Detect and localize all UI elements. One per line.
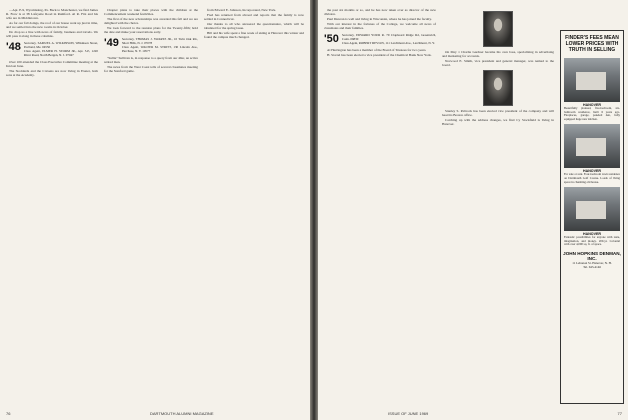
house-photo [564, 58, 620, 102]
paragraph: Bill and his wife spent a fine week of skiing at Hanover this winter and found the campus much changed. [204, 31, 304, 40]
paragraph: Norwood E. Smith, vice president and general manager, was named to the board. [442, 59, 554, 68]
page-number: 76 [6, 411, 11, 416]
left-column-3 [204, 8, 304, 408]
class-secretary: Secretary, SAMUEL A. WILKINSON, Wilkinson Street, Portland, Me. 04550 [23, 41, 98, 50]
class-year: '50 [324, 33, 339, 46]
class-officers [24, 42, 98, 58]
listing-text: For sale or rent. Four-bedroom town residence on Dartmouth Golf Course. Loads of living space in charming old house. [564, 172, 620, 184]
firm-address: 11 Lebanon St. Hanover, N. H. [572, 260, 612, 265]
paragraph: H. Storrel has been elected a vice president of the Chemical Bank New York. [327, 53, 432, 57]
issue-label: ISSUE OF JUNE 1969 [388, 411, 429, 416]
paragraph: Do drop us a line with news of family, business and travels. We will pass it along in these columns. [6, 30, 98, 39]
class-agent: Class Agent, ROBERT DEVLIN, 111 Larchmont Ave., Larchmont, N. Y. [341, 41, 435, 46]
paragraph: On May 1 Charlie Gardner became his own boss, specializing in advertising and marketing for accounts. [442, 50, 554, 59]
real-estate-advertisement [560, 30, 624, 404]
binding-gutter [310, 0, 318, 420]
firm-name: JOHN HOPKINS DENMAN, INC. [563, 250, 621, 261]
class-heading-50 [324, 34, 436, 46]
class-year: '49 [104, 37, 119, 50]
listing-caption: HANOVER [583, 169, 601, 174]
class-officers [122, 38, 198, 54]
class-officers [342, 34, 436, 46]
paragraph: We look forward to the reunion plans for the Twenty-fifth; hold the date and make your reservations early. [104, 26, 198, 35]
classmate-photo [483, 70, 513, 106]
paragraph: Our thanks to all who answered the questionnaire, which will be tabulated for the spring issue. [204, 22, 304, 31]
left-column-2 [104, 8, 198, 408]
left-page [0, 0, 310, 420]
running-foot: DARTMOUTH ALUMNI MAGAZINE [150, 411, 214, 416]
paragraph: Stanley S. Paltrock has been elected vice president of the company and will head its Boston office. [442, 109, 554, 118]
paragraph: Over 100 attended the Class Executive Committee meeting at the Inn last June. [6, 59, 98, 68]
paragraph: Al Harrington has been a member of the Board of Trustees for two years. [327, 47, 427, 52]
class-heading-48 [6, 42, 98, 58]
class-secretary: Secretary, EDWARD YOUR R. 79 Clapboard Ridge Rd, Greenwich, Conn. 06830 [341, 33, 436, 42]
paragraph: The first of the new scholarships was awarded this fall and we are delighted with the choice. [104, 17, 198, 26]
class-agent: Class Agent, ELMER H. STORM JR., Apt. 5-E, 1220 River Road, North Bergen, N. J. 07047 [23, 49, 98, 58]
paragraph: The Stoddards and the Cravens are now living in Exeter, both sons at the Academy. [6, 69, 98, 78]
right-column-2 [442, 8, 554, 408]
house-photo [564, 124, 620, 168]
page-number: 77 [617, 411, 622, 416]
class-agent: Class Agent, WALTER M. STRITT, 130 Lincoln Ave., Purchase, N. Y. 10577 [121, 45, 198, 53]
paragraph: Paul Duncan is well and living in Wisconsin, where he has joined the faculty. [327, 17, 432, 22]
class-secretary: Secretary, THOMAS J. SWARTZ JR., 10 Twin Oak Rd., Short Hills, N. J. 07078 [121, 37, 198, 46]
paragraph: Catching up with the address changes, we find Cy Stockfield is living in Hanover. [442, 118, 554, 127]
right-page [318, 0, 628, 420]
listing-caption: HANOVER [583, 103, 601, 107]
paragraph: The news from the West Coast tells of several classmates meeting for the Stanford game. [104, 65, 198, 74]
firm-phone: Tel. 643-4146 [583, 264, 601, 269]
left-column-1 [6, 8, 98, 408]
paragraph: "Sullie" Sullivan is, in response to a query from our 49er, an active retired man. [104, 55, 198, 64]
paragraph: As for our fall doings, the roof of our house went up just in time, and we settled into the new rooms in October. [6, 21, 98, 30]
house-photo [564, 187, 620, 231]
listing-text: Fantastic possibilities for anyone with taste, imagination, and money. 200-yr. Colonial with over 4,000 sq. ft. of space. [564, 235, 620, 247]
paragraph: Fred has returned from abroad and reports that the family is now settled in Connecticut. [204, 13, 304, 22]
paragraph: With our interest in the fortunes of the College, we welcome all news of classmates and their families. [324, 22, 436, 31]
classmate-photo [483, 11, 513, 47]
paragraph: from Edward E. Johnson, Incorporated, New York. [207, 8, 277, 12]
paragraph: Chapter plans to take their places with the children at the Commencement weekend festivities. [104, 8, 198, 17]
class-year: '48 [6, 41, 21, 54]
listing-text: Beautifully planned, five-bedroom, six-bathroom residence, built 6 years ago. Fireplaces, garage, paneled den, fully equipped huge new kitchen. [564, 106, 620, 121]
class-heading-49 [104, 38, 198, 54]
listing-caption: HANOVER [583, 232, 601, 237]
paragraph: —Apt. E-9, Wyomissing, Pa. Back to Manchester, we find James R. Frew is at 38 Lafayette Road in Rumford. Al R. Fitz and his wife are in Middletown. [6, 8, 98, 21]
paragraph: the past six months or so, and he has now taken over as director of the new division. [324, 8, 436, 17]
right-column-1 [324, 8, 436, 408]
ad-headline: FINDER'S FEES MEAN LOWER PRICES WITH TRUTH IN SELLING [565, 35, 619, 53]
